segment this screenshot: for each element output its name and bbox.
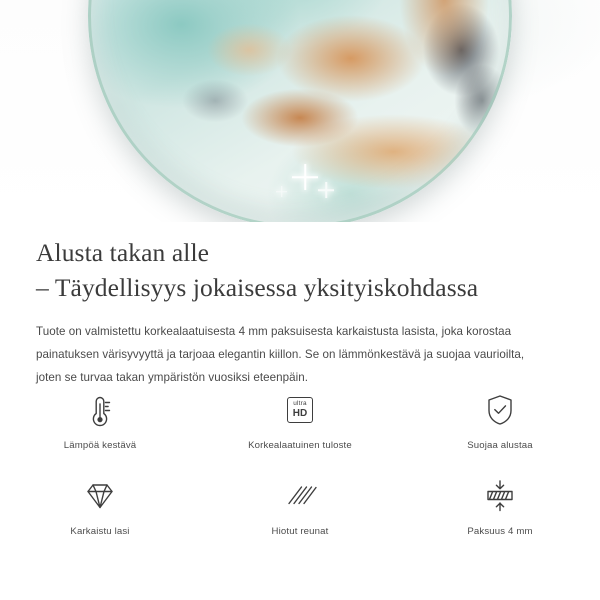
feature-thickness <box>400 474 600 552</box>
feature-protects-surface <box>400 388 600 466</box>
page-title <box>0 222 600 305</box>
polished-edges-icon <box>281 474 319 518</box>
feature-label: Hiotut reunat <box>271 526 329 537</box>
feature-grid <box>0 388 600 552</box>
thickness-icon <box>481 474 519 518</box>
feature-label: Suojaa alustaa <box>467 440 533 451</box>
text-content <box>0 222 600 389</box>
feature-polished-edges <box>200 474 400 552</box>
hero-image <box>0 0 600 222</box>
feature-label: Korkealaatuinen tuloste <box>248 440 352 451</box>
feature-tempered-glass <box>0 474 200 552</box>
feature-label: Lämpöä kestävä <box>63 440 137 451</box>
feature-label: Karkaistu lasi <box>70 526 130 537</box>
ultra-hd-icon: ultra HD <box>287 388 313 432</box>
feature-label: Paksuus 4 mm <box>467 526 533 537</box>
shield-check-icon <box>483 388 517 432</box>
diamond-icon <box>81 474 119 518</box>
thermometer-icon <box>83 388 117 432</box>
glass-plate-product-image <box>88 0 512 222</box>
feature-high-quality-print <box>200 388 400 466</box>
headline-line-1: Alusta takan alle <box>36 238 210 267</box>
feature-heat-resistant <box>0 388 200 466</box>
headline-line-2: – Täydellisyys jokaisessa yksityiskohdassa <box>36 272 479 302</box>
body-paragraph: Tuote on valmistettu korkealaatuisesta 4 mm paksuisesta karkaistusta lasista, joka korostaa painatuksen värisyvyyttä ja tarjoaa elegantin kiillon. Se on lämmönkestävä ja suojaa vaurioilta, joten se turvaa takan ympäristön vuosiksi eteenpäin. <box>36 325 525 384</box>
